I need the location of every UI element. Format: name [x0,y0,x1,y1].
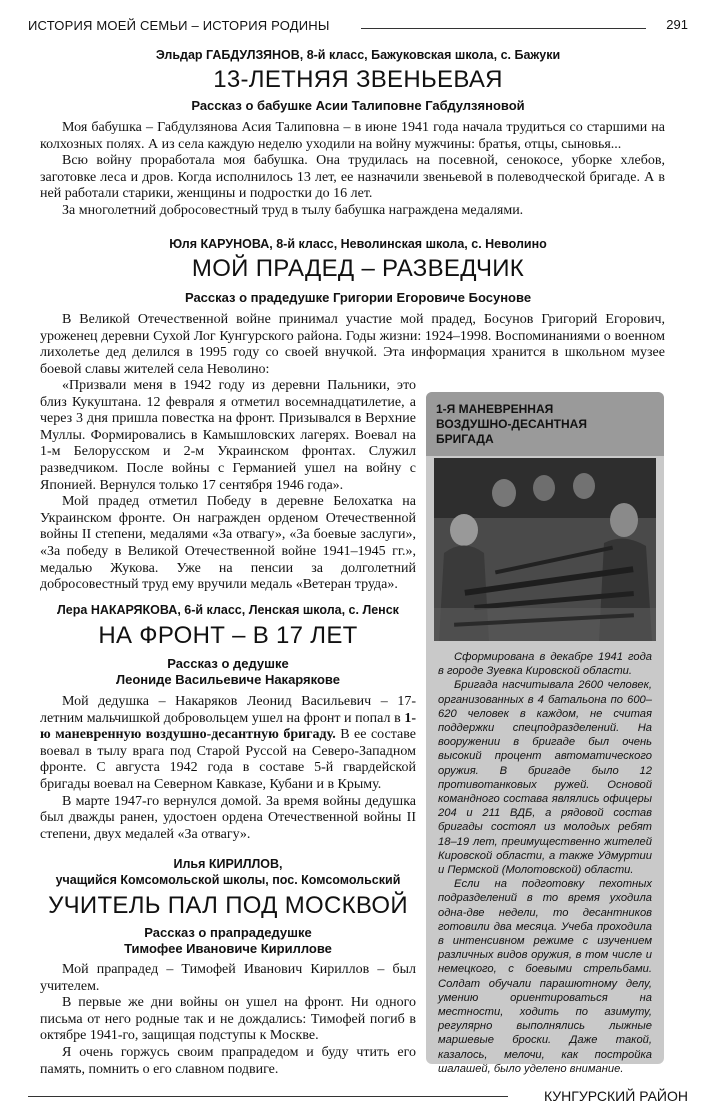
soldiers-photo-illustration [434,458,656,641]
footer-rule [28,1096,508,1097]
article-1-title: 13-ЛЕТНЯЯ ЗВЕНЬЕВАЯ [213,66,503,93]
page-number: 291 [666,17,688,32]
article-1-byline: Эльдар ГАБДУЛЗЯНОВ, 8-й класс, Бажуковская школа, с. Бажуки [155,48,561,62]
subtitle-line: Рассказ о прапрадедушке [144,925,312,940]
article-3-byline: Лера НАКАРЯКОВА, 6-й класс, Ленская школа, с. Ленск [57,603,399,617]
brigade-name: 1-ю маневренную воздушно-десантную бригаду. [40,710,416,743]
article-2-byline: Юля КАРУНОВА, 8-й класс, Неволинская школа, с. Неволино [169,237,547,251]
paragraph: Моя бабушка – Габдулзянова Асия Талиповна – в июне 1941 года начала трудиться со старшими на колхозных полях. А из села каждую неделю уходили на войну мужчины: братья, отцы, сыновья... [40,120,665,152]
paragraph: Мой прадед отметил Победу в деревне Белохатка на Украинском фронте. Он награжден орденом Отечественной войны II степени, медалями «За отвагу», «За боевые заслуги», «За победу в Великой Отечественной войне 1941–1945 гг.», медалью Жукова. Уже на пенсии за долголетний добросовестный труд ему вручили медаль «Ветеран труда». [40,494,416,593]
header-rule [361,28,646,29]
article-3-title: НА ФРОНТ – В 17 ЛЕТ [98,622,358,649]
subtitle-line: Тимофее Ивановиче Кириллове [124,941,332,956]
article-3-subtitle [40,656,416,688]
section-title: ИСТОРИЯ МОЕЙ СЕМЬИ – ИСТОРИЯ РОДИНЫ [28,18,330,33]
paragraph: Сформирована в декабре 1941 года в городе Зуевка Кировской области. [438,651,652,678]
article-2-subtitle: Рассказ о прадедушке Григории Егоровиче Босунове [184,290,532,305]
paragraph: Мой прапрадед – Тимофей Иванович Кириллов – был учителем. [40,962,416,994]
article-4-subtitle [40,925,416,957]
byline-line: учащийся Комсомольской школы, пос. Комсомольский [55,873,401,887]
byline-line: Илья КИРИЛЛОВ, [173,857,283,871]
paragraph: Бригада насчитывала 2600 человек, организованных в 4 батальона по 600–620 человек в каждом, не считая поддержки спецподразделений. На вооружении в бригаде был очень высокий процент автоматического оружия. В бригаде было 12 противотанковых ружей. Основой командного состава являлись офицеры 204 и 211 ВДБ, а рядовой состав бригады состоял из молодых ребят 18–19 лет, преимущественно жителей Кировской области, а также Удмуртии и Пермской (Молотовской) области. [438,679,652,877]
paragraph: Всю войну проработала моя бабушка. Она трудилась на посевной, сенокосе, уборке хлебов, заготовке леса и дров. Когда исполнилось 13 лет, ее назначили звеньевой в полеводческой бригаде. А в ней работали старики, женщины и подростки до 16 лет. [40,153,665,202]
article-4-body [40,962,416,1078]
running-header [28,14,688,36]
subtitle-line: Леониде Васильевиче Накарякове [116,672,340,687]
sidebar-header [426,392,664,456]
quote: «Призвали меня в 1942 году из деревни Пальники, это близ Кукуштана. 12 февраля я отметил восемнадцатилетие, а через 3 дня пришла повестка на фронт. Призывался в Верхние Муллы. Формировались в Камышловских лагерях. Воевал на 1-м Белорусском и 2-м Украинском фронтах. Служил разведчиком. После войны с Германией ушел на войну с Японией. Вернулся только 17 сентября 1946 года». [40,378,416,493]
paragraph: Я очень горжусь своим прапрадедом и буду чтить его память, помнить о его славном подвиге. [40,1044,416,1077]
text-run: В ее составе воевал в тылу врага под Старой Руссой на Северо-Западном фронте. С августа 1942 года в составе 5-й гвардейской бригады воевал на Северном Кавказе, Кубани и в Крыму. [40,727,416,792]
sidebar-box [426,392,664,1075]
paragraph: В первые же дни войны он ушел на фронт. Ни одного письма от него родные так и не дождались: Тимофей погиб в октябре 1941-го, защищая подступы к Москве. [40,995,416,1044]
article-1-subtitle: Рассказ о бабушке Асии Талиповне Габдулзяновой [191,98,525,113]
article-2-intro [40,312,665,378]
sidebar-title: 1-Я МАНЕВРЕННАЯ ВОЗДУШНО-ДЕСАНТНАЯ БРИГАДА [436,402,587,446]
paragraph [40,694,416,794]
article-3-body [40,694,416,843]
article-4-byline [40,856,416,888]
text-run: Мой дедушка – Накаряков Леонид Васильевич – 17-летним мальчишкой добровольцем ушел на фронт и попал в [40,694,416,726]
page-footer [28,1086,688,1106]
paragraph: Если на подготовку пехотных подразделений в то время уходила одна-две недели, то десантников готовили два месяца. Учеба проходила в интенсивном режиме с изучением различных видов оружия, в том числе и немецкого, с боевыми стрельбами. Солдат обучали парашютному делу, умению ориентироваться на местности, ходить по азимуту, регулярно выполнялись лыжные маршевые броски. Даже такой, казалось, мелочи, как постройка шалашей, было уделено внимание. [438,878,652,1075]
article-1-body [40,120,665,220]
sidebar-text [438,650,652,1076]
paragraph: В Великой Отечественной войне принимал участие мой прадед, Босунов Григорий Егорович, уроженец деревни Сухой Лог Кунгурского района. Годы жизни: 1924–1998. Воспоминаниями о военном лихолетье дед делился в 1995 году со своей внучкой. Эта информация хранится в школьном музее боевой славы жителей села Неволино: [40,312,665,377]
paragraph: За многолетний добросовестный труд в тылу бабушка награждена медалями. [62,202,524,218]
historical-photo [434,458,656,641]
subtitle-line: Рассказ о дедушке [167,656,289,671]
article-2-title: МОЙ ПРАДЕД – РАЗВЕДЧИК [191,255,525,282]
paragraph: В марте 1947-го вернулся домой. За время войны дедушка был дважды ранен, удостоен ордена Отечественной войны II степени, двух медалей «За отвагу». [40,793,416,842]
article-2-body [40,378,416,594]
article-4-title: УЧИТЕЛЬ ПАЛ ПОД МОСКВОЙ [48,892,408,919]
region-name: КУНГУРСКИЙ РАЙОН [543,1088,688,1104]
